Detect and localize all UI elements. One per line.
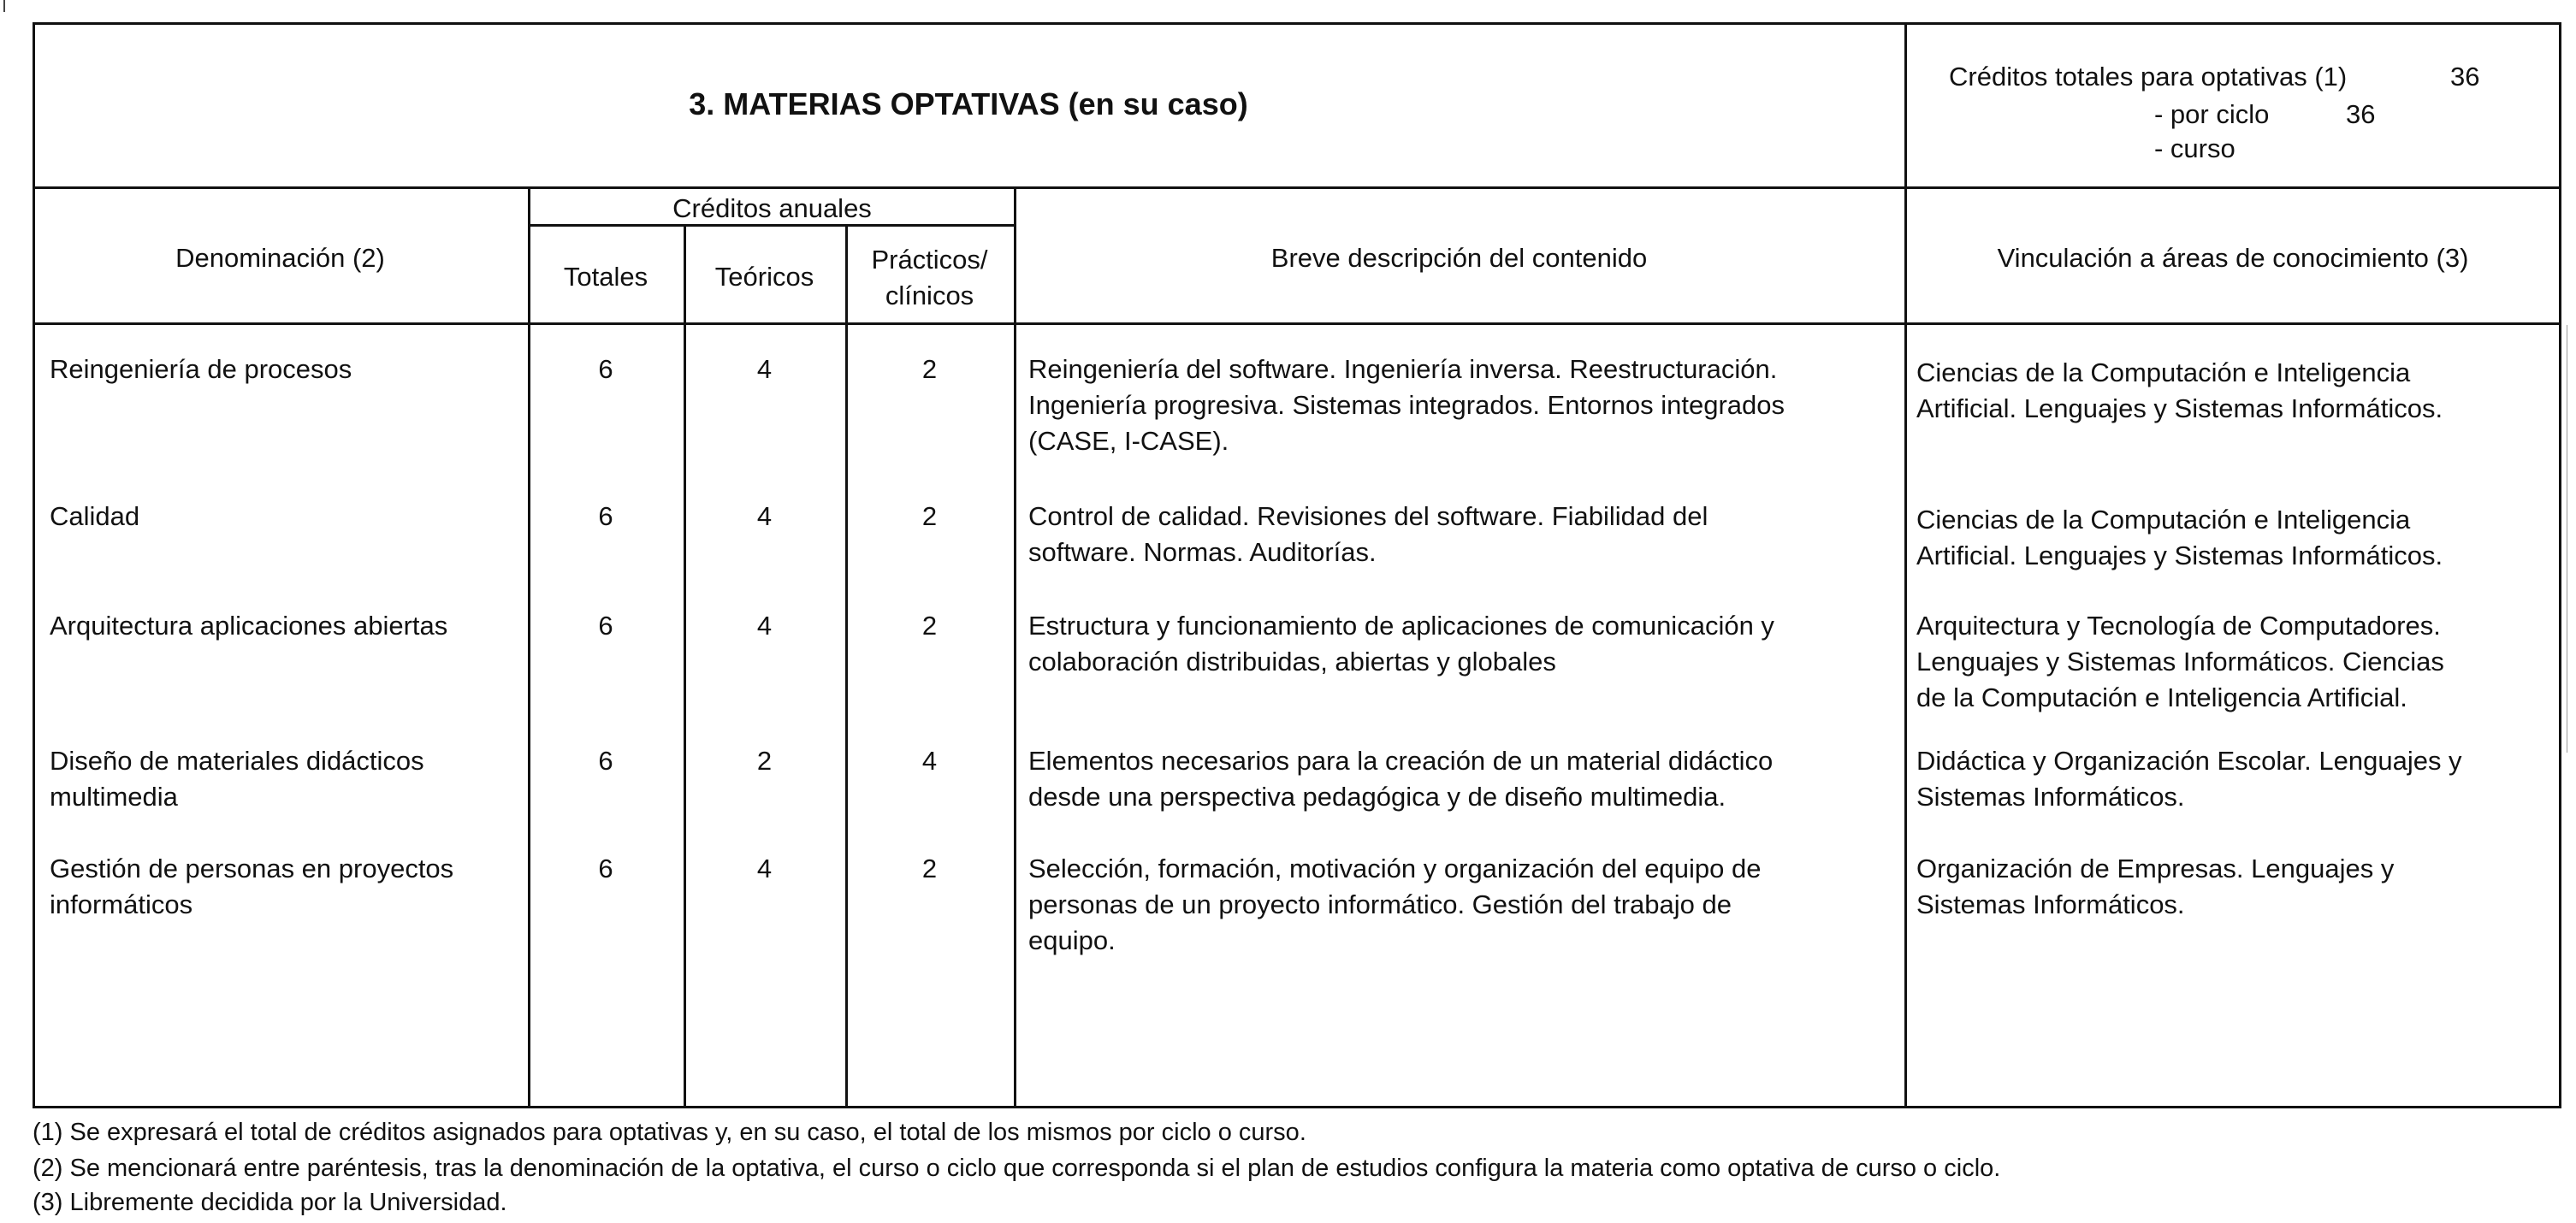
row-totales: 6 (598, 611, 613, 641)
row-desc-line: desde una perspectiva pedagógica y de diseño multimedia. (1028, 782, 1726, 812)
col-rule-descripcion (1014, 186, 1016, 1108)
row-name-line: Calidad (50, 501, 140, 531)
row-teoricos: 4 (756, 854, 773, 883)
row-area-line: Ciencias de la Computación e Inteligencia (1916, 357, 2411, 387)
row-area-line: Ciencias de la Computación e Inteligencia (1916, 505, 2411, 535)
row-totales: 6 (598, 354, 613, 384)
row-name-line: informáticos (50, 889, 193, 919)
header-bottom-rule (33, 186, 2561, 189)
row-area-line: Sistemas Informáticos. (1916, 782, 2185, 812)
per-cycle-value: 36 (2346, 99, 2376, 129)
col-rule-vinculacion (1904, 22, 1907, 1108)
row-area-line: Organización de Empresas. Lenguajes y (1916, 854, 2395, 883)
per-cycle-label: - por ciclo (2154, 99, 2270, 129)
row-name-line: Diseño de materiales didácticos (50, 746, 424, 776)
row-desc-line: Selección, formación, motivación y organización del equipo de (1028, 854, 1762, 883)
column-header-bottom-rule (33, 322, 2561, 325)
row-desc-line: Reingeniería del software. Ingeniería inversa. Reestructuración. (1028, 354, 1778, 384)
row-area-line: de la Computación e Inteligencia Artificial. (1916, 682, 2407, 712)
section-title: 3. MATERIAS OPTATIVAS (en su caso) (689, 86, 1248, 121)
col-header-vinculacion: Vinculación a áreas de conocimiento (3) (1997, 243, 2469, 273)
footnote-3: (3) Libremente decidida por la Universidad. (33, 1189, 507, 1216)
col-header-descripcion: Breve descripción del contenido (1270, 243, 1648, 273)
row-area-line: Lenguajes y Sistemas Informáticos. Ciencias (1916, 647, 2444, 676)
row-area-line: Sistemas Informáticos. (1916, 889, 2185, 919)
row-area-line: Didáctica y Organización Escolar. Lenguajes y (1916, 746, 2462, 776)
row-teoricos: 4 (756, 501, 773, 531)
row-desc-line: (CASE, I-CASE). (1028, 426, 1229, 456)
row-practicos: 2 (921, 501, 938, 531)
col-rule-totales (528, 186, 530, 1108)
row-desc-line: personas de un proyecto informático. Gestión del trabajo de (1028, 889, 1732, 919)
row-teoricos: 4 (756, 611, 773, 641)
row-practicos: 2 (921, 354, 938, 384)
row-area-line: Artificial. Lenguajes y Sistemas Informáticos. (1916, 393, 2443, 423)
col-header-totales: Totales (563, 262, 648, 292)
left-edge-mark (3, 0, 5, 12)
row-desc-line: Elementos necesarios para la creación de un material didáctico (1028, 746, 1774, 776)
row-desc-line: Estructura y funcionamiento de aplicaciones de comunicación y (1028, 611, 1774, 641)
row-totales: 6 (598, 746, 613, 776)
row-area-line: Arquitectura y Tecnología de Computadores. (1916, 611, 2441, 641)
row-practicos: 2 (921, 611, 938, 641)
row-name-line: multimedia (50, 782, 178, 812)
row-teoricos: 2 (756, 746, 773, 776)
row-desc-line: colaboración distribuidas, abiertas y globales (1028, 647, 1556, 676)
col-header-practicos-line2: clínicos (885, 281, 974, 310)
row-desc-line: Ingeniería progresiva. Sistemas integrados. Entornos integrados (1028, 390, 1785, 420)
row-name-line: Gestión de personas en proyectos (50, 854, 454, 883)
row-desc-line: software. Normas. Auditorías. (1028, 537, 1377, 567)
row-name-line: Arquitectura aplicaciones abiertas (50, 611, 448, 641)
row-practicos: 2 (921, 854, 938, 883)
row-practicos: 4 (921, 746, 938, 776)
row-desc-line: equipo. (1028, 925, 1116, 955)
col-header-creditos-anuales: Créditos anuales (672, 193, 872, 223)
row-teoricos: 4 (756, 354, 773, 384)
row-totales: 6 (598, 501, 613, 531)
row-name-line: Reingeniería de procesos (50, 354, 352, 384)
row-desc-line: Control de calidad. Revisiones del software. Fiabilidad del (1028, 501, 1708, 531)
col-header-denominacion: Denominación (2) (175, 243, 385, 273)
col-header-teoricos: Teóricos (714, 262, 814, 292)
total-credits-value: 36 (2450, 62, 2480, 92)
row-area-line: Artificial. Lenguajes y Sistemas Informáticos. (1916, 541, 2443, 570)
total-credits-label: Créditos totales para optativas (1) (1949, 62, 2348, 92)
row-totales: 6 (598, 854, 613, 883)
footnote-1: (1) Se expresará el total de créditos asignados para optativas y, en su caso, el total de los mismos por ciclo o curso. (33, 1119, 1306, 1146)
per-course-label: - curso (2154, 133, 2235, 163)
col-header-practicos-line1: Prácticos/ (871, 245, 988, 275)
footnote-2: (2) Se mencionará entre paréntesis, tras la denominación de la optativa, el curso o ciclo que corresponda si el plan de estudios configura la materia como optativa de curso o ciclo. (33, 1155, 2001, 1182)
